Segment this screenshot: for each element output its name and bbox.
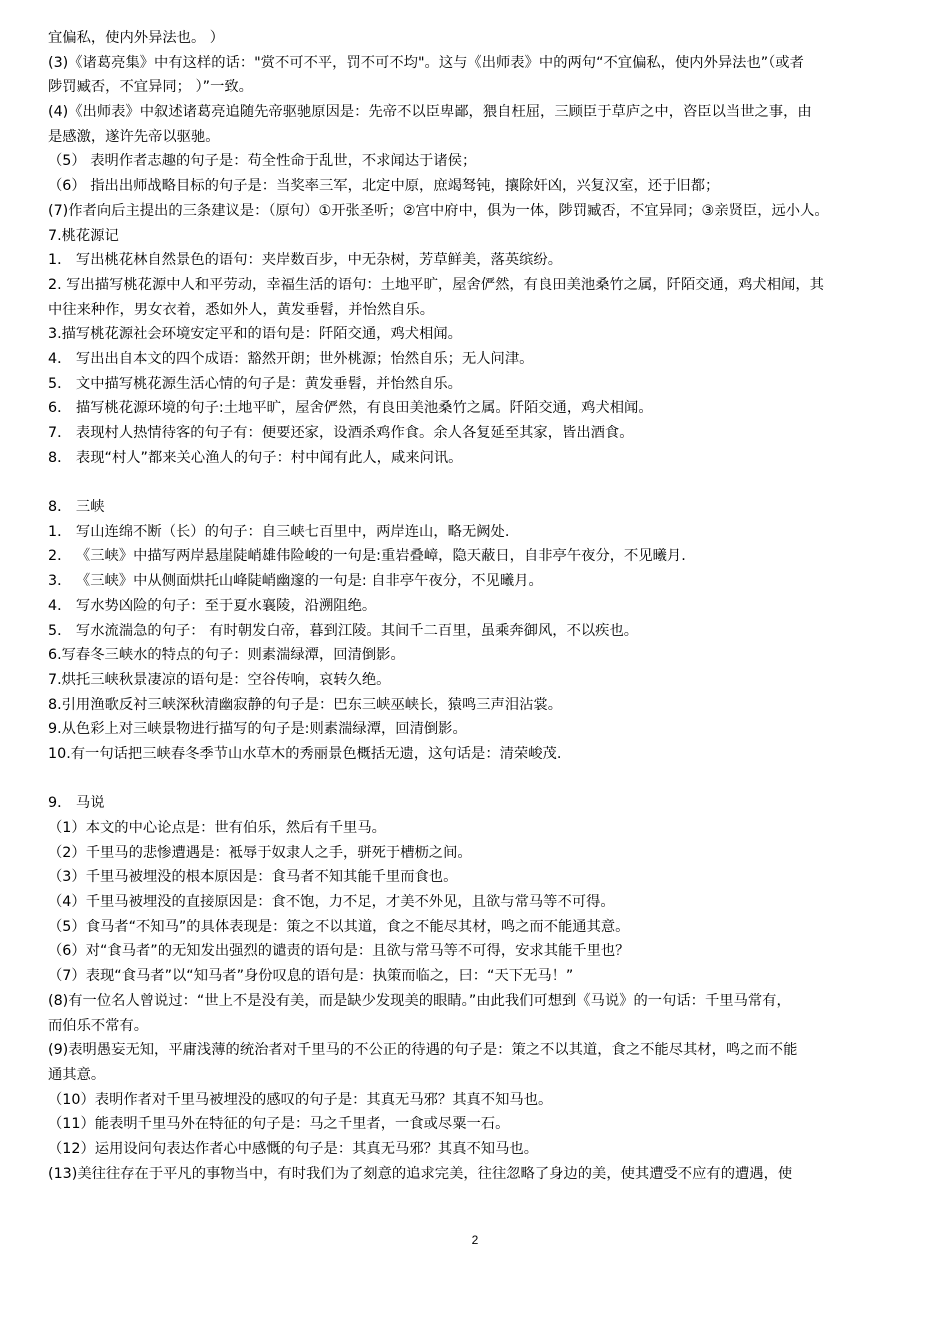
text-line: （12）运用设问句表达作者心中感慨的句子是：其真无马邪？其真不知马也。 <box>48 1140 538 1157</box>
text-line: 8． 表现“村人”都来关心渔人的句子：村中闻有此人，咸来问讯。 <box>48 449 463 466</box>
text-line: （4）千里马被埋没的直接原因是：食不饱，力不足，才美不外见，且欲与常马等不可得。 <box>48 894 615 911</box>
blank-line <box>48 767 912 792</box>
text-line: （6） 指出出师战略目标的句子是：当奖率三军，北定中原，庶竭驽钝，攘除奸凶，兴复汉室，还于旧都； <box>48 178 720 195</box>
text-line: （5） 表明作者志趣的句子是：苟全性命于乱世，不求闻达于诸侯； <box>48 153 477 170</box>
text-line: 4． 写水势凶险的句子：至于夏水襄陵，沿溯阻绝。 <box>48 597 377 614</box>
text-line: 而伯乐不常有。 <box>48 1017 149 1034</box>
text-line: （10）表明作者对千里马被埋没的感叹的句子是：其真无马邪？其真不知马也。 <box>48 1091 553 1108</box>
text-line: 4． 写出出自本文的四个成语：豁然开朗；世外桃源；怡然自乐；无人问津。 <box>48 350 534 367</box>
text-line: 陟罚臧否，不宜异同； ）”一致。 <box>48 79 253 96</box>
text-line: （2）千里马的悲惨遭遇是：袛辱于奴隶人之手，骈死于槽枥之间。 <box>48 844 472 861</box>
text-line: 1． 写山连绵不断（长）的句子：自三峡七百里中，两岸连山，略无阙处. <box>48 523 510 540</box>
text-line: （6）对“食马者”的无知发出强烈的谴责的语句是：且欲与常马等不可得，安求其能千里也？ <box>48 943 630 960</box>
text-line: 6． 描写桃花源环境的句子:土地平旷，屋舍俨然，有良田美池桑竹之属。阡陌交通，鸡犬相闻。 <box>48 400 653 417</box>
text-line: 3.描写桃花源社会环境安定平和的语句是：阡陌交通，鸡犬相闻。 <box>48 326 462 343</box>
text-line: （5）食马者“不知马”的具体表现是：策之不以其道，食之不能尽其材，鸣之而不能通其意。 <box>48 918 630 935</box>
text-line: 5． 文中描写桃花源生活心情的句子是：黄发垂髫，并怡然自乐。 <box>48 375 462 392</box>
text-line: 7． 表现村人热情待客的句子有：便要还家，设酒杀鸡作食。余人各复延至其家，皆出酒食。 <box>48 425 634 441</box>
text-line: (3)《诸葛亮集》中有这样的话："赏不可不平，罚不可不均"。这与《出师表》中的两句“不宜偏私，使内外异法也”（或者 <box>48 54 804 71</box>
text-line: 3． 《三峡》中从侧面烘托山峰陡峭幽邃的一句是: 自非亭午夜分，不见曦月。 <box>48 573 543 590</box>
text-line: 6.写春冬三峡水的特点的句子：则素湍绿潭，回清倒影。 <box>48 647 405 664</box>
text-line: 7.桃花源记 <box>48 227 119 244</box>
text-line: 7.烘托三峡秋景凄凉的语句是：空谷传响，哀转久绝。 <box>48 671 391 688</box>
document-body <box>48 26 912 1186</box>
text-line: 是感激，遂许先帝以驱驰。 <box>48 128 220 145</box>
text-line: 2． 《三峡》中描写两岸悬崖陡峭雄伟险峻的一句是:重岩叠嶂，隐天蔽日，自非亭午夜分，不见曦月. <box>48 548 686 565</box>
text-line: (7)作者向后主提出的三条建议是：（原句）①开张圣听；②宫中府中，俱为一体，陟罚臧否，不宜异同；③亲贤臣，远小人。 <box>48 202 829 219</box>
page-number: 2 <box>471 1233 479 1247</box>
blank-line <box>48 470 912 495</box>
text-line: 5． 写水流湍急的句子： 有时朝发白帝，暮到江陵。其间千二百里，虽乘奔御风，不以疾也。 <box>48 622 639 639</box>
text-line: 8.引用渔歌反衬三峡深秋清幽寂静的句子是：巴东三峡巫峡长，猿鸣三声泪沾裳。 <box>48 696 563 713</box>
text-line: 中往来种作，男女衣着，悉如外人，黄发垂髫，并怡然自乐。 <box>48 301 435 318</box>
text-line: (9)表明愚妄无知，平庸浅薄的统治者对千里马的不公正的待遇的句子是：策之不以其道，食之不能尽其材，鸣之而不能 <box>48 1042 798 1059</box>
text-line: （7）表现“食马者”以“知马者”身份叹息的语句是：执策而临之，曰：“天下无马！” <box>48 968 574 985</box>
text-line: （3）千里马被埋没的根本原因是：食马者不知其能千里而食也。 <box>48 869 458 886</box>
text-line: 2. 写出描写桃花源中人和平劳动，幸福生活的语句：土地平旷，屋舍俨然，有良田美池桑竹之属，阡陌交通，鸡犬相闻，其 <box>48 276 824 293</box>
text-line: 10.有一句话把三峡春冬季节山水草木的秀丽景色概括无遗，这句话是：清荣峻茂. <box>48 745 562 762</box>
text-line: （1）本文的中心论点是：世有伯乐，然后有千里马。 <box>48 820 386 836</box>
text-line: (8)有一位名人曾说过：“世上不是没有美，而是缺少发现美的眼睛。”由此我们可想到《马说》的一句话：千里马常有， <box>48 992 791 1009</box>
text-line: （11）能表明千里马外在特征的句子是：马之千里者，一食或尽粟一石。 <box>48 1116 510 1133</box>
text-line: 9.从色彩上对三峡景物进行描写的句子是:则素湍绿潭，回清倒影。 <box>48 721 467 738</box>
text-line: 通其意。 <box>48 1066 106 1083</box>
text-line: (13)美往往存在于平凡的事物当中，有时我们为了刻意的追求完美，往往忽略了身边的美，使其遭受不应有的遭遇，使 <box>48 1165 793 1182</box>
text-line: 宜偏私，使内外异法也。 ） <box>48 30 225 46</box>
text-line: (4)《出师表》中叙述诸葛亮追随先帝驱驰原因是：先帝不以臣卑鄙，猥自枉屈，三顾臣于草庐之中，咨臣以当世之事，由 <box>48 104 812 121</box>
text-line: 8． 三峡 <box>48 499 105 516</box>
text-line: 9． 马说 <box>48 795 105 812</box>
text-line: 1． 写出桃花林自然景色的语句：夹岸数百步，中无杂树，芳草鲜美，落英缤纷。 <box>48 252 563 269</box>
